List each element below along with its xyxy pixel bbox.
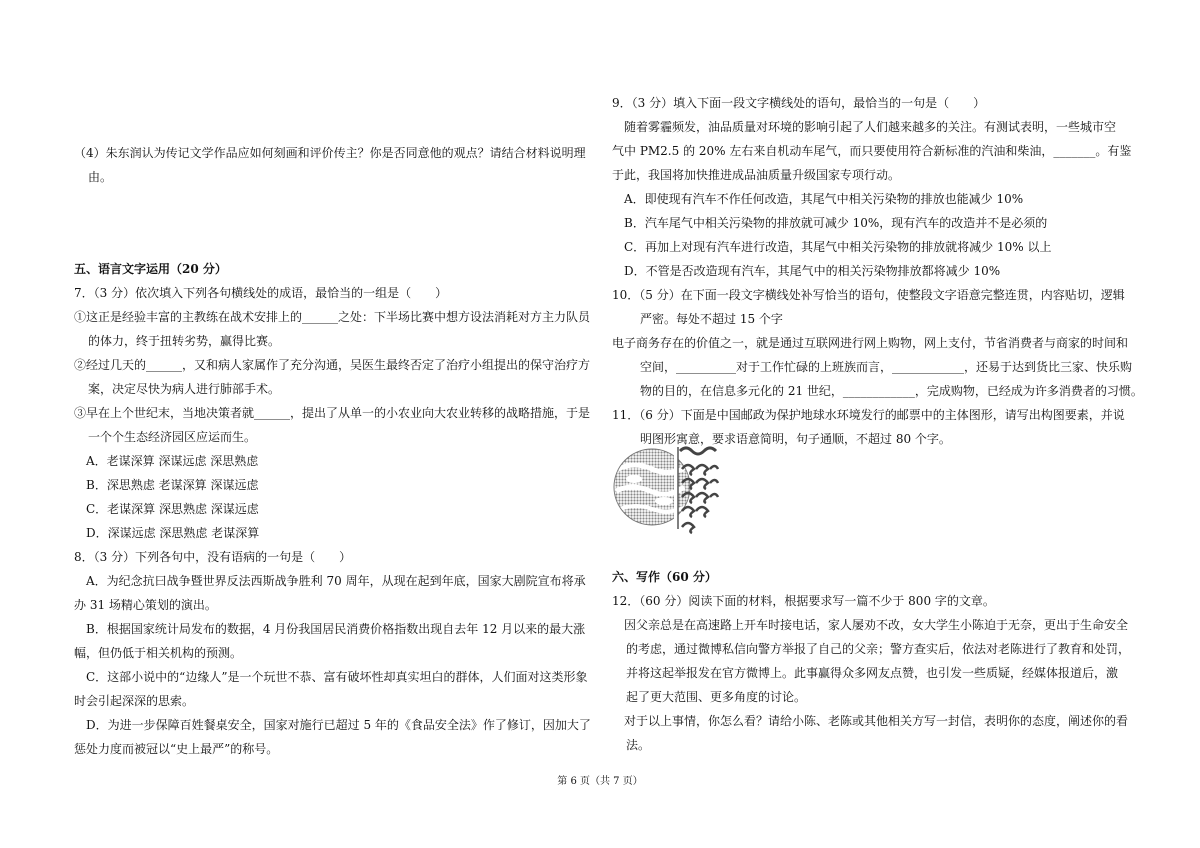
stamp-figure	[612, 439, 722, 539]
q9-option-a: A．即使现有汽车不作任何改造，其尾气中相关污染物的排放也能减少 10%	[624, 192, 1024, 206]
q7-option-c: C．老谋深算 深思熟虑 深谋远虑	[86, 502, 259, 516]
q7-option-a: A．老谋深算 深谋远虑 深思熟虑	[86, 454, 259, 468]
q8-option-a-line1: A．为纪念抗曰战争暨世界反法西斯战争胜利 70 周年，从现在起到年底，国家大剧院宣布将承	[86, 574, 586, 588]
q10-stem-line1: 10．（5 分）在下面一段文字横线处补写恰当的语句，使整段文字语意完整连贯，内容贴切，逻辑	[612, 288, 1125, 302]
q7-stem: 7．（3 分）依次填入下列各句横线处的成语，最恰当的一组是（ ）	[74, 286, 448, 300]
q8-option-d-line2: 惩处力度而被冠以“史上最严”的称号。	[74, 742, 279, 756]
q12-material-line1: 因父亲总是在高速路上开车时接电话，家人屡劝不改，女大学生小陈迫于无奈，更出于生命安全	[624, 618, 1129, 632]
q12-stem: 12．（60 分）阅读下面的材料，根据要求写一篇不少于 800 字的文章。	[612, 594, 995, 608]
q9-option-d: D．不管是否改造现有汽车，其尾气中的相关污染物排放都将减少 10%	[624, 264, 1001, 278]
q10-passage-line1: 电子商务存在的价值之一，就是通过互联网进行网上购物，网上支付，节省消费者与商家的时间和	[612, 336, 1129, 350]
q8-stem: 8．（3 分）下列各句中，没有语病的一句是（ ）	[74, 550, 352, 564]
q9-stem: 9．（3 分）填入下面一段文字横线处的语句，最恰当的一句是（ ）	[612, 96, 986, 110]
q4-line2: 由。	[88, 170, 113, 184]
q9-passage-line1: 随着雾霾频发，油品质量对环境的影响引起了人们越来越多的关注。有测试表明，一些城市空	[624, 120, 1117, 134]
q10-passage-line3: 物的目的，在信息多元化的 21 世纪，____________，完成购物，已经成为许多消费者的习惯。	[640, 384, 1143, 398]
q12-material-line3: 并将这起举报发在官方微博上。此事赢得众多网友点赞，也引发一些质疑，经媒体报道后，激	[626, 666, 1119, 680]
q11-stem-line2: 明图形寓意，要求语意简明，句子通顺，不超过 80 个字。	[640, 432, 951, 446]
page-footer: 第 6 页（共 7 页）	[557, 776, 643, 787]
q12-requirement-line1: 对于以上事情，你怎么看？请给小陈、老陈或其他相关方写一封信，表明你的态度，阐述你的看	[624, 714, 1129, 728]
q8-option-a-line2: 办 31 场精心策划的演出。	[74, 598, 217, 612]
q12-material-line4: 起了更大范围、更多角度的讨论。	[626, 690, 807, 704]
q7-sentence3-line1: ③早在上个世纪末，当地决策者就______，提出了从单一的小农业向大农业转移的战略措施，于是	[74, 406, 591, 420]
q9-option-b: B．汽车尾气中相关污染物的排放就可减少 10%，现有汽车的改造并不是必须的	[624, 216, 1048, 230]
q11-stem-line1: 11．（6 分）下面是中国邮政为保护地球水环境发行的邮票中的主体图形，请写出构图要素，并说	[612, 408, 1125, 422]
q7-sentence2-line2: 案，决定尽快为病人进行肺部手术。	[88, 382, 281, 396]
q9-passage-line2: 气中 PM2.5 的 20% 左右来自机动车尾气，而只要使用符合新标准的汽油和柴油，_______。有鉴	[612, 144, 1132, 158]
q7-sentence1-line1: ①这正是经验丰富的主教练在战术安排上的______之处：下半场比赛中想方设法消耗对方主力队员	[74, 310, 591, 324]
q10-passage-line2: 空间，__________对于工作忙碌的上班族而言，____________，还易于达到货比三家、快乐购	[640, 360, 1133, 374]
q8-option-d-line1: D．为进一步保障百姓餐桌安全，国家对施行已超过 5 年的《食品安全法》作了修订，因加大了	[86, 718, 591, 732]
section5-title: 五、语言文字运用（20 分）	[74, 262, 227, 276]
q9-passage-line3: 于此，我国将加快推进成品油质量升级国家专项行动。	[612, 168, 901, 182]
q9-option-c: C．再加上对现有汽车进行改造，其尾气中相关污染物的排放就将减少 10% 以上	[624, 240, 1052, 254]
q8-option-c-line1: C．这部小说中的“边缘人”是一个玩世不恭、富有破坏性却真实坦白的群体，人们面对这类形象	[86, 670, 588, 684]
section6-title: 六、写作（60 分）	[612, 570, 717, 584]
q8-option-b-line1: B．根据国家统计局发布的数据，4 月份我国居民消费价格指数出现自去年 12 月以来的最大涨	[86, 622, 586, 636]
q7-sentence3-line2: 一个个生态经济园区应运而生。	[88, 430, 257, 444]
q7-sentence2-line1: ②经过几天的______，又和病人家属作了充分沟通，吴医生最终否定了治疗小组提出的保守治疗方	[74, 358, 591, 372]
q7-sentence1-line2: 的体力，终于扭转劣势，赢得比赛。	[88, 334, 281, 348]
q8-option-c-line2: 时会引起深深的思索。	[74, 694, 195, 708]
q12-requirement-line2: 法。	[626, 738, 651, 752]
q8-option-b-line2: 幅，但仍低于相关机构的预测。	[74, 646, 243, 660]
q7-option-b: B．深思熟虑 老谋深算 深谋远虑	[86, 478, 259, 492]
q7-option-d: D．深谋远虑 深思熟虑 老谋深算	[86, 526, 260, 540]
q4-line1: （4）朱东润认为传记文学作品应如何刻画和评价传主？你是否同意他的观点？请结合材料说明理	[74, 146, 586, 160]
q10-stem-line2: 严密。每处不超过 15 个字	[640, 312, 783, 326]
q12-material-line2: 的考虑，通过微博私信向警方举报了自己的父亲；警方查实后，依法对老陈进行了教育和处罚，	[626, 642, 1131, 656]
